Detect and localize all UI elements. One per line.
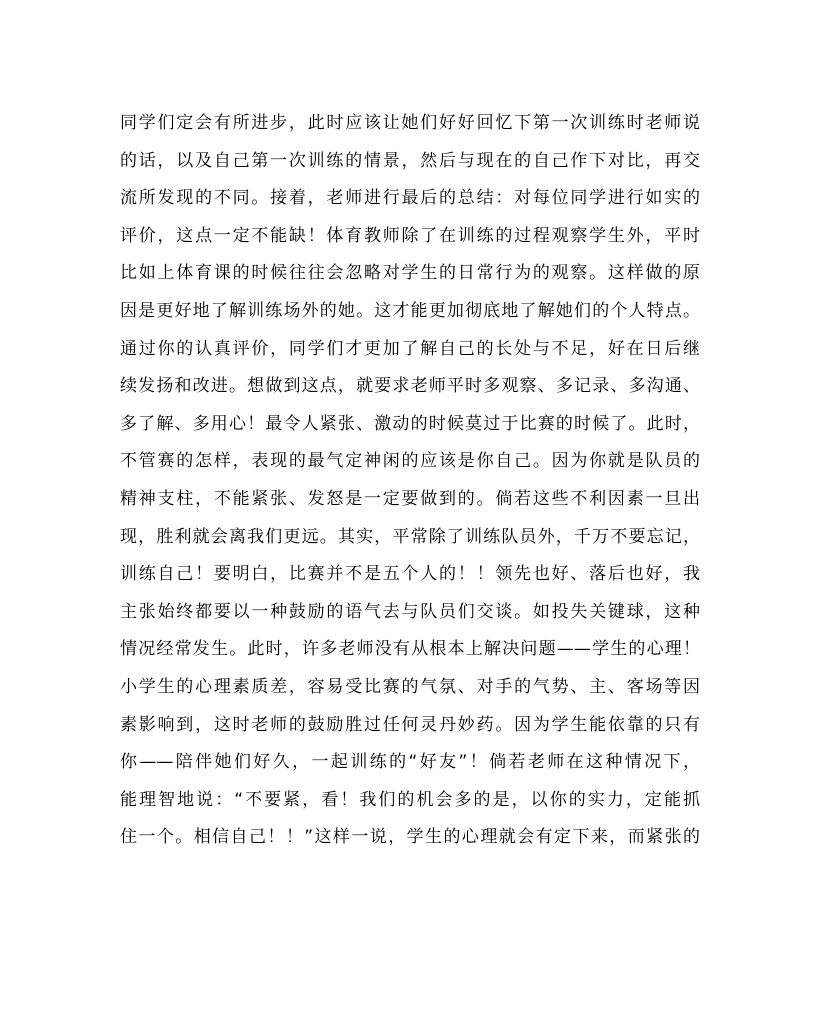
text-line-16: 小学生的心理素质差，容易受比赛的气氛、对手的气势、主、客场等因: [120, 676, 700, 697]
text-line-13: 训练自己！要明白，比赛并不是五个人的！！领先也好、落后也好，我: [120, 564, 700, 585]
text-line-11: 精神支柱，不能紧张、发怒是一定要做到的。倘若这些不利因素一旦出: [120, 488, 700, 509]
text-line-17: 素影响到，这时老师的鼓励胜过任何灵丹妙药。因为学生能依靠的只有: [120, 714, 700, 735]
text-line-7: 通过你的认真评价，同学们才更加了解自己的长处与不足，好在日后继: [120, 338, 700, 359]
text-line-2: 的话，以及自己第一次训练的情景，然后与现在的自己作下对比，再交: [120, 150, 700, 171]
body-text: [120, 105, 700, 857]
text-line-20: 住一个。相信自己！！”这样一说，学生的心理就会有定下来，而紧张的: [120, 827, 700, 848]
text-line-1: 同学们定会有所进步，此时应该让她们好好回忆下第一次训练时老师说: [120, 113, 700, 133]
text-line-9: 多了解、多用心！最令人紧张、激动的时候莫过于比赛的时候了。此时，: [120, 413, 700, 434]
text-line-10: 不管赛的怎样，表现的最气定神闲的应该是你自己。因为你就是队员的: [120, 451, 700, 472]
text-line-5: 比如上体育课的时候往往会忽略对学生的日常行为的观察。这样做的原: [120, 263, 700, 284]
text-line-4: 评价，这点一定不能缺！体育教师除了在训练的过程观察学生外，平时: [120, 225, 700, 246]
text-line-15: 情况经常发生。此时，许多老师没有从根本上解决问题——学生的心理！: [120, 639, 700, 660]
text-line-14: 主张始终都要以一种鼓励的语气去与队员们交谈。如投失关键球，这种: [120, 601, 700, 622]
text-line-19: 能理智地说：“不要紧，看！我们的机会多的是，以你的实力，定能抓: [120, 789, 700, 810]
text-line-8: 续发扬和改进。想做到这点，就要求老师平时多观察、多记录、多沟通、: [120, 376, 700, 397]
text-line-18: 你——陪伴她们好久，一起训练的“好友”！倘若老师在这种情况下，: [120, 752, 700, 773]
text-line-12: 现，胜利就会离我们更远。其实，平常除了训练队员外，千万不要忘记，: [120, 526, 700, 547]
text-line-3: 流所发现的不同。接着，老师进行最后的总结：对每位同学进行如实的: [120, 188, 700, 209]
text-line-6: 因是更好地了解训练场外的她。这才能更加彻底地了解她们的个人特点。: [120, 300, 700, 321]
